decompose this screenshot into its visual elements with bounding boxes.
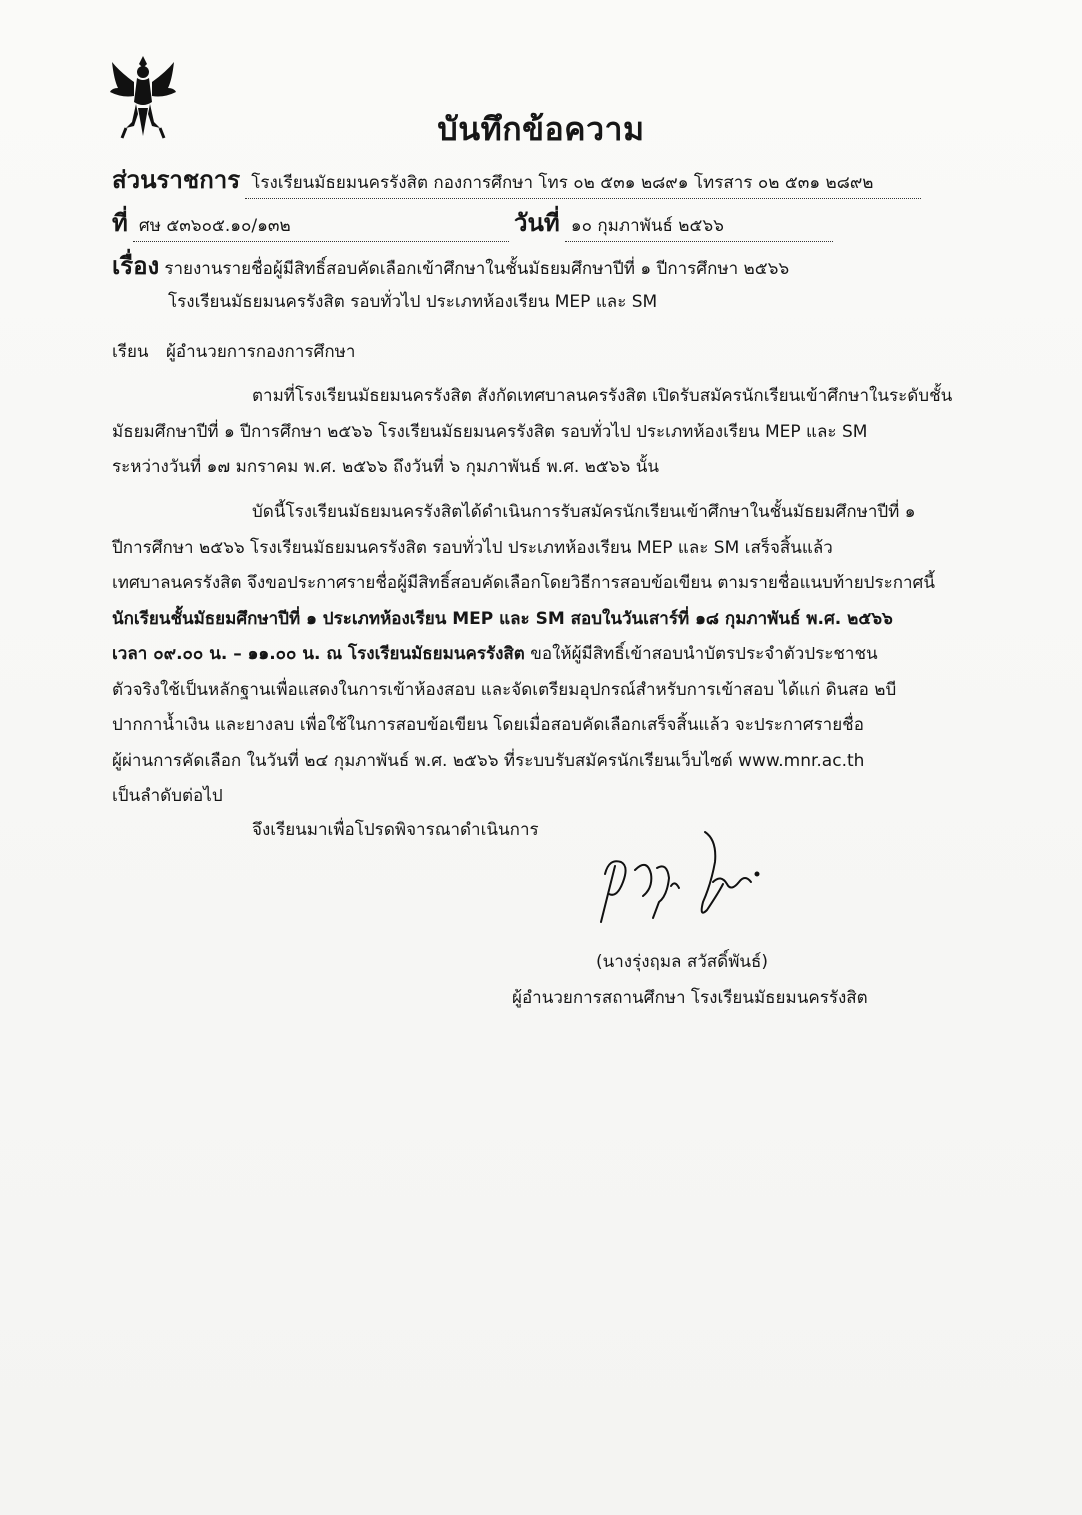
paragraph-2-line-9: เป็นลำดับต่อไป: [112, 786, 223, 806]
date-value: ๑๐ กุมภาพันธ์ ๒๕๖๖: [565, 212, 833, 242]
date-label: วันที่: [514, 209, 560, 237]
paragraph-2-line-2: ปีการศึกษา ๒๕๖๖ โรงเรียนมัธยมนครรังสิต รอบทั่วไป ประเภทห้องเรียน MEP และ SM เสร็จสิ้นแล้ว: [112, 537, 833, 558]
signature-image: [595, 822, 765, 932]
subject-label: เรื่อง: [112, 252, 160, 280]
subject-line-1: รายงานรายชื่อผู้มีสิทธิ์สอบคัดเลือกเข้าศึกษาในชั้นมัธยมศึกษาปีที่ ๑ ปีการศึกษา ๒๕๖๖: [164, 259, 790, 279]
agency-label: ส่วนราชการ: [112, 166, 241, 194]
closing-text: จึงเรียนมาเพื่อโปรดพิจารณาดำเนินการ: [252, 820, 539, 840]
agency-row: [112, 160, 921, 199]
paragraph-2-line-7: ปากกาน้ำเงิน และยางลบ เพื่อใช้ในการสอบข้อเขียน โดยเมื่อสอบคัดเลือกเสร็จสิ้นแล้ว จะประกาศรายชื่อ: [112, 715, 864, 735]
paragraph-2: [112, 495, 994, 815]
memo-title: บันทึกข้อความ: [437, 110, 645, 148]
signer-position: ผู้อำนวยการสถานศึกษา โรงเรียนมัธยมนครรังสิต: [512, 988, 868, 1008]
signer-name: (นางรุ่งฤมล สวัสดิ์พันธ์): [596, 952, 769, 972]
reference-row: [112, 203, 833, 242]
salutation-label: เรียน: [112, 342, 149, 362]
paragraph-2-line-3: เทศบาลนครรังสิต จึงขอประกาศรายชื่อผู้มีสิทธิ์สอบคัดเลือกโดยวิธีการสอบข้อเขียน ตามรายชื่อแนบท้ายประกาศนี้: [112, 573, 935, 593]
paragraph-1-line-2: มัธยมศึกษาปีที่ ๑ ปีการศึกษา ๒๕๖๖ โรงเรียนมัธยมนครรังสิต รอบทั่วไป ประเภทห้องเรียน MEP และ SM: [112, 421, 868, 442]
reference-label: ที่: [112, 209, 128, 237]
subject-block: [112, 246, 992, 312]
exam-time-bold: เวลา ๐๙.๐๐ น. – ๑๑.๐๐ น. ณ โรงเรียนมัธยมนครรังสิต: [112, 644, 525, 664]
paragraph-2-line-1: บัดนี้โรงเรียนมัธยมนครรังสิตได้ดำเนินการรับสมัครนักเรียนเข้าศึกษาในชั้นมัธยมศึกษาปีที่ ๑: [252, 502, 916, 522]
paragraph-1-line-1: ตามที่โรงเรียนมัธยมนครรังสิต สังกัดเทศบาลนครรังสิต เปิดรับสมัครนักเรียนเข้าศึกษาในระดับชั้น: [252, 386, 953, 406]
salutation: [112, 338, 355, 365]
subject-line-2: โรงเรียนมัธยมนครรังสิต รอบทั่วไป ประเภทห้องเรียน MEP และ SM: [168, 292, 658, 312]
paragraph-1-line-3: ระหว่างวันที่ ๑๗ มกราคม พ.ศ. ๒๕๖๖ ถึงวันที่ ๖ กุมภาพันธ์ พ.ศ. ๒๕๖๖ นั้น: [112, 457, 659, 477]
exam-time-line: [112, 637, 994, 673]
exam-time-rest: ขอให้ผู้มีสิทธิ์เข้าสอบนำบัตรประจำตัวประชาชน: [524, 644, 878, 664]
paragraph-2-line-6: ตัวจริงใช้เป็นหลักฐานเพื่อแสดงในการเข้าห้องสอบ และจัดเตรียมอุปกรณ์สำหรับการเข้าสอบ ได้แก่ ดินสอ ๒บี: [112, 679, 897, 700]
reference-value: ศษ ๕๓๖๐๕.๑๐/๑๓๒: [133, 212, 509, 242]
agency-value: โรงเรียนมัธยมนครรังสิต กองการศึกษา โทร ๐๒ ๕๓๑ ๒๘๙๑ โทรสาร ๐๒ ๕๓๑ ๒๘๙๒: [245, 169, 921, 199]
paragraph-1: [112, 379, 994, 486]
exam-date-line: นักเรียนชั้นมัธยมศึกษาปีที่ ๑ ประเภทห้องเรียน MEP และ SM สอบในวันเสาร์ที่ ๑๘ กุมภาพันธ์ พ.ศ. ๒๕๖๖: [112, 608, 893, 629]
salutation-value: ผู้อำนวยการกองการศึกษา: [165, 342, 356, 362]
paragraph-2-line-8: ผู้ผ่านการคัดเลือก ในวันที่ ๒๔ กุมภาพันธ์ พ.ศ. ๒๕๖๖ ที่ระบบรับสมัครนักเรียนเว็บไซต์ www.mnr.ac.th: [112, 750, 865, 771]
